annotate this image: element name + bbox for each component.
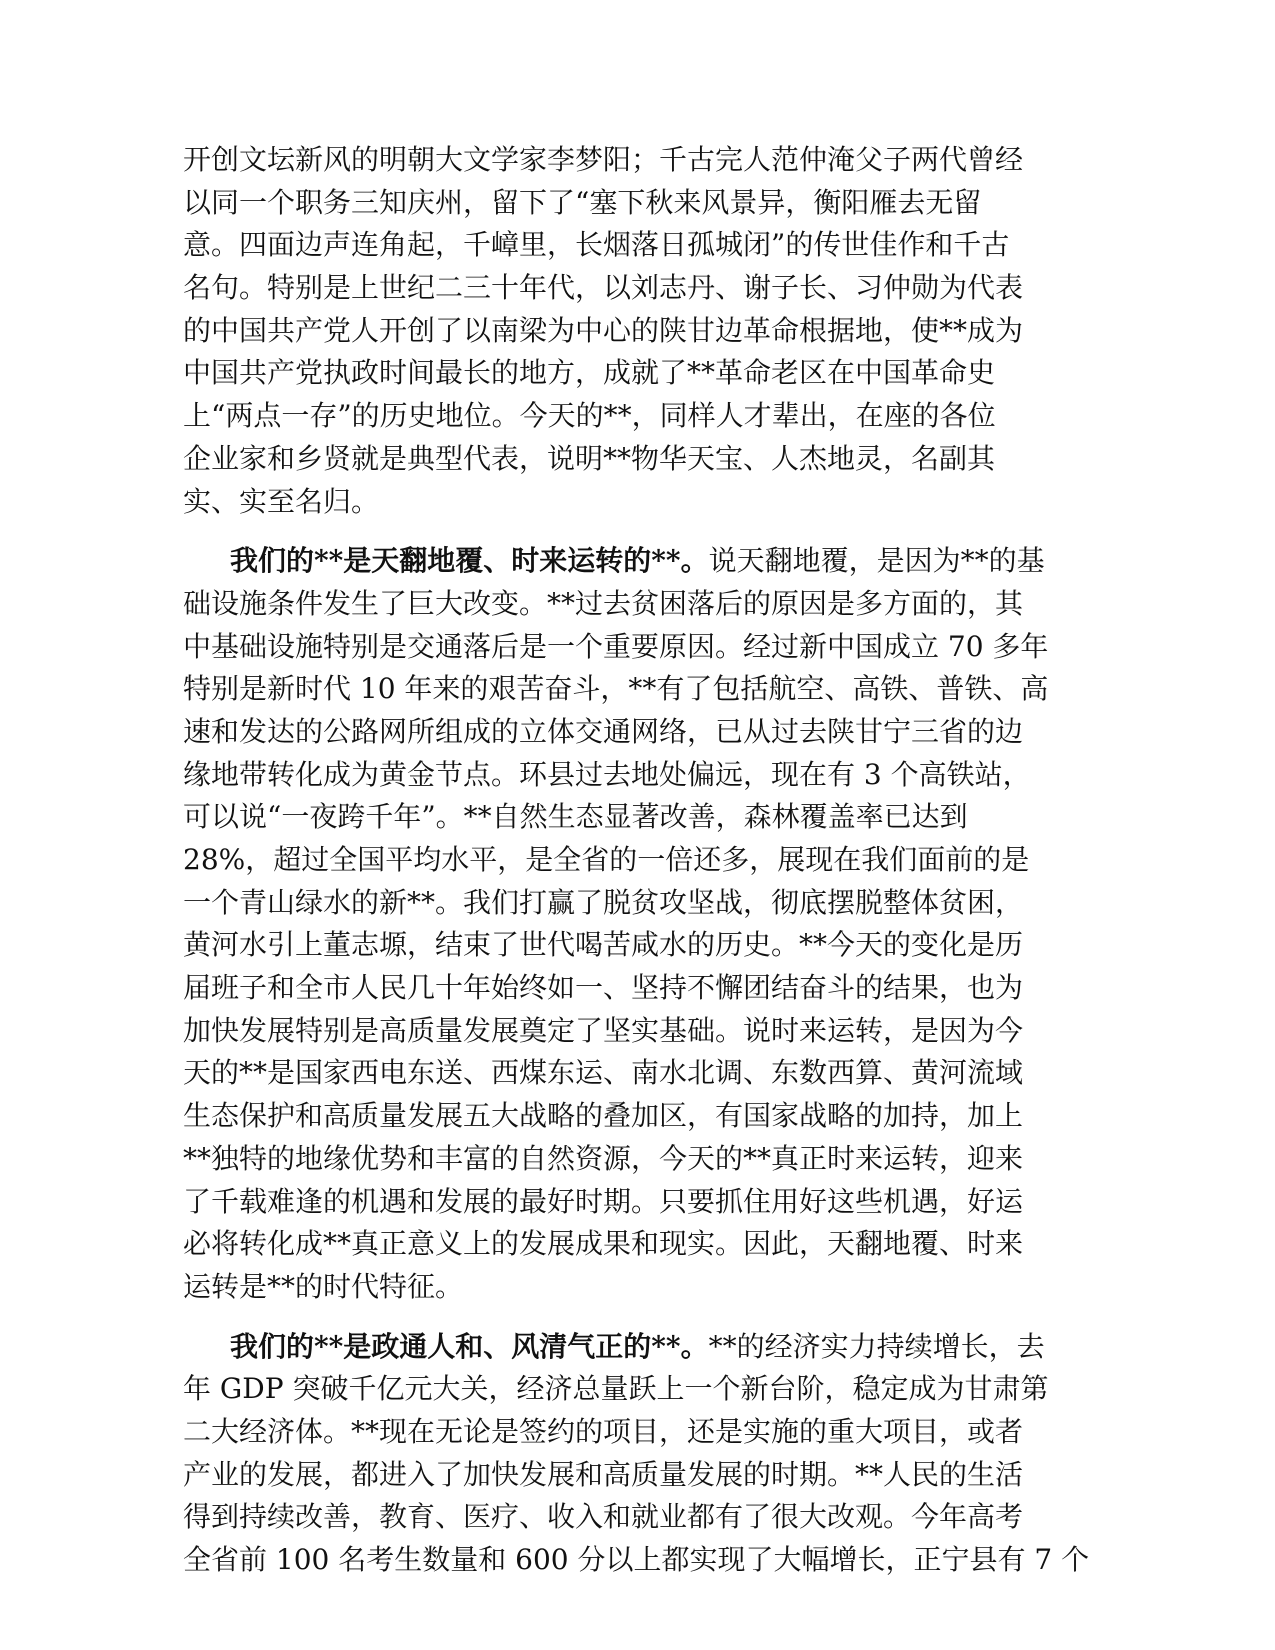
text-line: 础设施条件发生了巨大改变。**过去贫困落后的原因是多方面的，其: [183, 586, 1024, 620]
text-line: 可以说“一夜跨千年”。**自然生态显著改善，森林覆盖率已达到: [183, 800, 968, 834]
text-line: 以同一个职务三知庆州，留下了“塞下秋来风景异，衡阳雁去无留: [183, 185, 982, 219]
text-line: 得到持续改善，教育、医疗、收入和就业都有了很大改观。今年高考: [183, 1500, 1024, 1534]
text-line: 意。四面边声连角起，千嶂里，长烟落日孤城闭”的传世佳作和千古: [183, 228, 1010, 262]
text-line: 一个青山绿水的新**。我们打赢了脱贫攻坚战，彻底摆脱整体贫困，: [183, 885, 1024, 919]
text-line: 了千载难逢的机遇和发展的最好时期。只要抓住用好这些机遇，好运: [183, 1184, 1024, 1218]
text-line: 必将转化成**真正意义上的发展成果和现实。因此，天翻地覆、时来: [183, 1227, 1024, 1261]
text-line: 名句。特别是上世纪二三十年代，以刘志丹、谢子长、习仲勋为代表: [183, 271, 1024, 305]
paragraph-first-line: [183, 540, 1083, 583]
text-line: 二大经济体。**现在无论是签约的项目，还是实施的重大项目，或者: [183, 1414, 1024, 1448]
text-line: 中国共产党执政时间最长的地方，成就了**革命老区在中国革命史: [183, 356, 996, 390]
text-line: 天的**是国家西电东送、西煤东运、南水北调、东数西算、黄河流域: [183, 1056, 1024, 1090]
text-line: 生态保护和高质量发展五大战略的叠加区，有国家战略的加持，加上: [183, 1099, 1024, 1133]
paragraph-heading: 我们的**是天翻地覆、时来运转的**。: [230, 544, 709, 578]
paragraph-3: [183, 1326, 1090, 1582]
text-line: 加快发展特别是高质量发展奠定了坚实基础。说时来运转，是因为今: [183, 1013, 1024, 1047]
text-line: 中基础设施特别是交通落后是一个重要原因。经过新中国成立 70 多年: [183, 629, 1049, 663]
text-line: **独特的地缘优势和丰富的自然资源，今天的**真正时来运转，迎来: [183, 1141, 1024, 1175]
text-line: 产业的发展，都进入了加快发展和高质量发展的时期。**人民的生活: [183, 1457, 1024, 1491]
text-run: **的经济实力持续增长，去: [708, 1329, 1045, 1363]
text-line: 届班子和全市人民几十年始终如一、坚持不懈团结奋斗的结果，也为: [183, 971, 1024, 1005]
text-line: 速和发达的公路网所组成的立体交通网络，已从过去陕甘宁三省的边: [183, 714, 1024, 748]
paragraph-first-line: [183, 1326, 1083, 1369]
paragraph-heading: 我们的**是政通人和、风清气正的**。: [230, 1329, 709, 1363]
text-line: 特别是新时代 10 年来的艰苦奋斗，**有了包括航空、高铁、普铁、高: [183, 672, 1049, 706]
document-page: [183, 139, 1090, 1582]
text-line: 企业家和乡贤就是典型代表，说明**物华天宝、人杰地灵，名副其: [183, 441, 996, 475]
text-line: 全省前 100 名考生数量和 600 分以上都实现了大幅增长，正宁县有 7 个: [183, 1543, 1090, 1576]
paragraph-1: [183, 139, 1083, 523]
text-line: 运转是**的时代特征。: [183, 1269, 464, 1303]
text-line: 28%，超过全国平均水平，是全省的一倍还多，展现在我们面前的是: [183, 843, 1030, 876]
paragraph-spacer: [183, 1309, 1083, 1326]
paragraph-spacer: [183, 523, 1083, 540]
text-line: 年 GDP 突破千亿元大关，经济总量跃上一个新台阶，稳定成为甘肃第: [183, 1372, 1049, 1406]
text-line: 黄河水引上董志塬，结束了世代喝苦咸水的历史。**今天的变化是历: [183, 928, 1024, 962]
paragraph-2: [183, 540, 1083, 1308]
text-line: 上“两点一存”的历史地位。今天的**，同样人才辈出，在座的各位: [183, 399, 996, 433]
text-run: 说天翻地覆，是因为**的基: [708, 544, 1045, 578]
text-line: 的中国共产党人开创了以南梁为中心的陕甘边革命根据地，使**成为: [183, 313, 1024, 347]
text-line: 缘地带转化成为黄金节点。环县过去地处偏远，现在有 3 个高铁站，: [183, 757, 1031, 791]
text-line: 开创文坛新风的明朝大文学家李梦阳；千古完人范仲淹父子两代曾经: [183, 143, 1024, 176]
text-line: 实、实至名归。: [183, 484, 380, 518]
